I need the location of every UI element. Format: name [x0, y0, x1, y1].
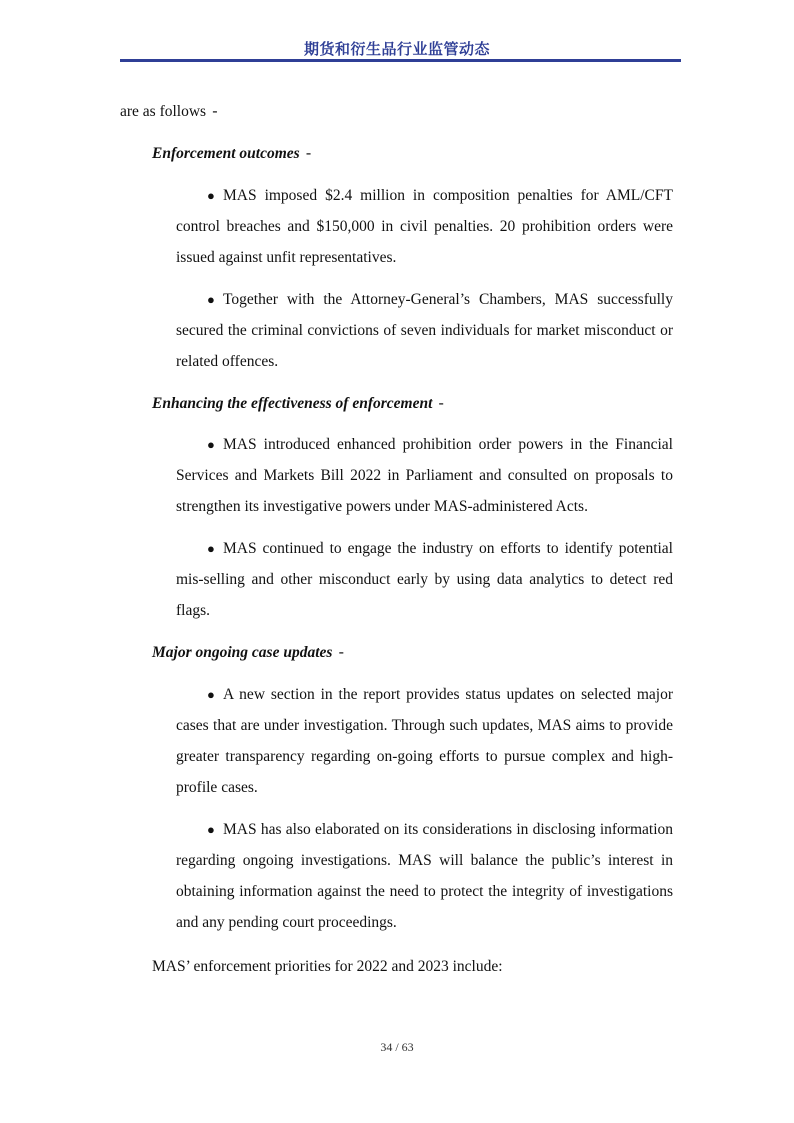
bullet-text: MAS has also elaborated on its considerations in disclosing information regarding ongoing investigations. MAS will balance the public’s interest in obtaining information against the need to protect the integrity of investigations and any pending court proceedings. — [176, 821, 673, 931]
bullet-item — [176, 429, 673, 522]
intro-text: are as follows — [120, 103, 207, 120]
section-heading-enhancing-effectiveness — [152, 388, 682, 419]
bullet-item — [176, 284, 673, 377]
bullet-item — [176, 679, 673, 803]
section-heading-major-ongoing-cases — [152, 637, 682, 668]
bullet-dot-icon: ● — [207, 541, 215, 556]
section-heading-text: Major ongoing case updates — [152, 644, 333, 661]
bullet-text: MAS continued to engage the industry on efforts to identify potential mis-selling and other misconduct early by using data analytics to detect red flags. — [176, 540, 673, 619]
bullet-dot-icon: ● — [207, 687, 215, 702]
bullet-item — [176, 814, 673, 938]
bullet-text: MAS imposed $2.4 million in composition penalties for AML/CFT control breaches and $150,000 in civil penalties. 20 prohibition orders were issued against unfit representatives. — [176, 187, 673, 266]
header-rule — [120, 59, 681, 62]
intro-line — [120, 96, 680, 127]
section-heading-dash: - — [305, 144, 312, 162]
bullet-dot-icon: ● — [207, 292, 215, 307]
bullet-text: MAS introduced enhanced prohibition order powers in the Financial Services and Markets Bill 2022 in Parliament and consulted on proposals to strengthen its investigative powers under MAS-administered Acts. — [176, 436, 673, 515]
section-heading-text: Enhancing the effectiveness of enforcement — [152, 395, 433, 412]
bullet-item — [176, 533, 673, 626]
page-number: 34 / 63 — [380, 1040, 414, 1054]
section-heading-dash: - — [438, 394, 445, 412]
bullet-text: A new section in the report provides status updates on selected major cases that are under investigation. Through such updates, MAS aims to provide greater transparency regarding on-going efforts to pursue complex and high-profile cases. — [176, 686, 673, 796]
bullet-dot-icon: ● — [207, 437, 215, 452]
section-heading-dash: - — [338, 643, 345, 661]
intro-dash: - — [212, 102, 218, 120]
bullet-dot-icon: ● — [207, 822, 215, 837]
section-heading-text: Enforcement outcomes — [152, 145, 300, 162]
header-title: 期货和衍生品行业监管动态 — [303, 40, 490, 58]
bullet-text: Together with the Attorney-General’s Chambers, MAS successfully secured the criminal convictions of seven individuals for market misconduct or related offences. — [176, 291, 673, 370]
closing-paragraph: MAS’ enforcement priorities for 2022 and 2023 include: — [152, 958, 503, 975]
section-heading-enforcement-outcomes — [152, 138, 682, 169]
bullet-item — [176, 180, 673, 273]
bullet-dot-icon: ● — [207, 188, 215, 203]
